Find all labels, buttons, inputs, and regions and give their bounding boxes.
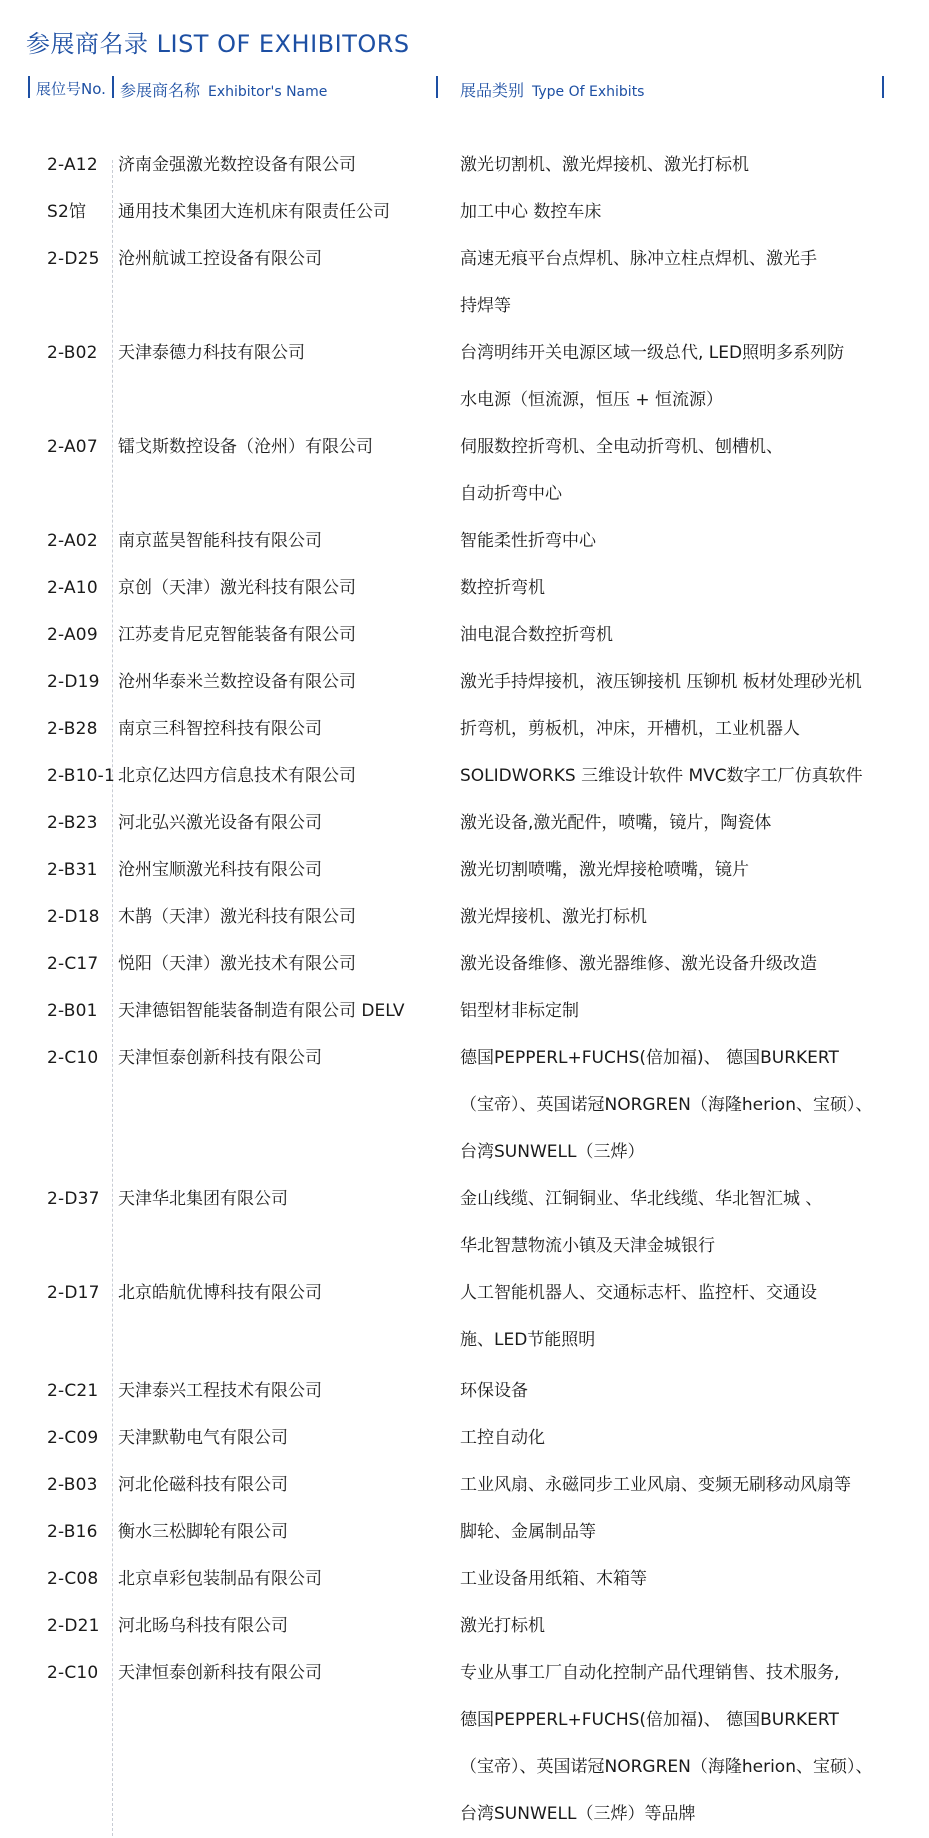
booth-number: 2-C17 <box>47 954 99 974</box>
table-row <box>0 330 929 424</box>
exhibit-type-line: 金山线缆、江铜铜业、华北线缆、华北智汇城 、 <box>460 1189 823 1209</box>
exhibitor-name: 京创（天津）激光科技有限公司 <box>118 578 356 598</box>
table-row <box>0 1462 929 1509</box>
exhibitor-name: 北京亿达四方信息技术有限公司 <box>118 766 356 786</box>
booth-number: 2-B16 <box>47 1522 98 1542</box>
exhibitor-name: 河北弘兴激光设备有限公司 <box>118 813 322 833</box>
table-row <box>0 1176 929 1270</box>
table-row <box>0 612 929 659</box>
booth-number: S2馆 <box>47 202 87 222</box>
exhibit-type-line: 激光切割喷嘴，激光焊接枪喷嘴，镜片 <box>460 860 749 880</box>
booth-number: 2-D25 <box>47 249 100 269</box>
table-row <box>0 1509 929 1556</box>
exhibitor-name: 河北旸乌科技有限公司 <box>118 1616 288 1636</box>
exhibitor-name: 济南金强激光数控设备有限公司 <box>118 155 356 175</box>
table-row <box>0 189 929 236</box>
booth-number: 2-D19 <box>47 672 100 692</box>
exhibit-type-line: 激光焊接机、激光打标机 <box>460 907 647 927</box>
header-type-label-cn: 展品类别 <box>460 81 525 100</box>
exhibitor-name: 天津德铝智能装备制造有限公司 DELV <box>118 1001 405 1021</box>
exhibitor-name: 北京皓航优博科技有限公司 <box>118 1283 322 1303</box>
exhibit-type-line: 自动折弯中心 <box>460 484 562 504</box>
table-row <box>0 1650 929 1838</box>
booth-number: 2-C10 <box>47 1048 99 1068</box>
table-row <box>0 236 929 330</box>
booth-number: 2-B23 <box>47 813 98 833</box>
exhibit-type-line: 台湾明纬开关电源区域一级总代, LED照明多系列防 <box>460 343 845 363</box>
booth-number: 2-B28 <box>47 719 98 739</box>
booth-number: 2-D18 <box>47 907 100 927</box>
header-type-label-en: Type Of Exhibits <box>532 84 645 100</box>
table-row <box>0 988 929 1035</box>
exhibit-type-line: 油电混合数控折弯机 <box>460 625 613 645</box>
exhibit-type-line: 环保设备 <box>460 1381 528 1401</box>
booth-number: 2-B02 <box>47 343 98 363</box>
exhibit-type-line: 工控自动化 <box>460 1428 545 1448</box>
exhibit-type-line: 数控折弯机 <box>460 578 545 598</box>
exhibit-type-line: 激光手持焊接机，液压铆接机 压铆机 板材处理砂光机 <box>460 672 862 692</box>
table-row <box>0 847 929 894</box>
table-row <box>0 518 929 565</box>
exhibitor-name: 南京蓝昊智能科技有限公司 <box>118 531 322 551</box>
table-row <box>0 1368 929 1415</box>
header-name-label-en: Exhibitor's Name <box>208 84 328 100</box>
exhibitor-name: 天津默勒电气有限公司 <box>118 1428 288 1448</box>
booth-number: 2-B31 <box>47 860 98 880</box>
exhibit-type-line: 激光切割机、激光焊接机、激光打标机 <box>460 155 749 175</box>
exhibitor-name: 天津泰兴工程技术有限公司 <box>118 1381 322 1401</box>
booth-number: 2-A10 <box>47 578 98 598</box>
exhibit-type-line: 激光设备,激光配件，喷嘴，镜片，陶瓷体 <box>460 813 772 833</box>
booth-number: 2-D21 <box>47 1616 100 1636</box>
booth-number: 2-D37 <box>47 1189 100 1209</box>
exhibit-type-line: 加工中心 数控车床 <box>460 202 602 222</box>
exhibit-type-line: 人工智能机器人、交通标志杆、监控杆、交通设 <box>460 1283 817 1303</box>
exhibit-type-line: 台湾SUNWELL（三烨）等品牌 <box>460 1804 696 1824</box>
exhibitor-name: 沧州宝顺激光科技有限公司 <box>118 860 322 880</box>
exhibitor-name: 衡水三松脚轮有限公司 <box>118 1522 288 1542</box>
exhibit-type-line: 华北智慧物流小镇及天津金城银行 <box>460 1236 715 1256</box>
booth-number: 2-B10-1 <box>47 766 115 786</box>
exhibit-type-line: （宝帝）、英国诺冠NORGREN（海隆herion、宝硕）、 <box>460 1757 873 1777</box>
exhibitor-name: 天津恒泰创新科技有限公司 <box>118 1663 322 1683</box>
exhibit-type-line: 高速无痕平台点焊机、脉冲立柱点焊机、激光手 <box>460 249 817 269</box>
exhibitor-name: 江苏麦肯尼克智能装备有限公司 <box>118 625 356 645</box>
exhibitor-name: 天津华北集团有限公司 <box>118 1189 288 1209</box>
exhibit-type-line: 水电源（恒流源，恒压 + 恒流源） <box>460 390 724 410</box>
exhibit-type-line: 脚轮、金属制品等 <box>460 1522 596 1542</box>
exhibit-type-line: 激光打标机 <box>460 1616 545 1636</box>
exhibitor-name: 河北伦磁科技有限公司 <box>118 1475 288 1495</box>
booth-number: 2-A09 <box>47 625 98 645</box>
booth-number: 2-A02 <box>47 531 98 551</box>
table-row <box>0 1415 929 1462</box>
exhibit-type-line: 工业设备用纸箱、木箱等 <box>460 1569 647 1589</box>
header-booth-label: 展位号No. <box>36 80 106 98</box>
table-row <box>0 1035 929 1176</box>
booth-number: 2-C10 <box>47 1663 99 1683</box>
exhibitor-name: 通用技术集团大连机床有限责任公司 <box>118 202 390 222</box>
exhibit-type-line: 专业从事工厂自动化控制产品代理销售、技术服务, <box>460 1663 840 1683</box>
exhibit-type-line: 激光设备维修、激光器维修、激光设备升级改造 <box>460 954 817 974</box>
table-row <box>0 894 929 941</box>
booth-number: 2-B03 <box>47 1475 98 1495</box>
exhibit-type-line: 施、LED节能照明 <box>460 1330 596 1350</box>
exhibitor-name: 木鹊（天津）激光科技有限公司 <box>118 907 356 927</box>
exhibitor-name: 北京卓彩包装制品有限公司 <box>118 1569 322 1589</box>
booth-number: 2-B01 <box>47 1001 98 1021</box>
exhibitor-name: 沧州华泰米兰数控设备有限公司 <box>118 672 356 692</box>
exhibit-type-line: 智能柔性折弯中心 <box>460 531 596 551</box>
header-name-label-cn: 参展商名称 <box>120 81 201 100</box>
exhibit-type-line: （宝帝）、英国诺冠NORGREN（海隆herion、宝硕）、 <box>460 1095 873 1115</box>
table-row <box>0 1603 929 1650</box>
table-row <box>0 424 929 518</box>
exhibit-type-line: 德国PEPPERL+FUCHS(倍加福)、 德国BURKERT <box>460 1710 839 1730</box>
page-title: 参展商名录 LIST OF EXHIBITORS <box>26 30 410 58</box>
exhibit-type-line: 折弯机，剪板机，冲床，开槽机，工业机器人 <box>460 719 800 739</box>
table-row <box>0 1270 929 1364</box>
exhibitor-name: 天津恒泰创新科技有限公司 <box>118 1048 322 1068</box>
exhibit-type-line: 台湾SUNWELL（三烨） <box>460 1142 645 1162</box>
exhibit-type-line: 工业风扇、永磁同步工业风扇、变频无刷移动风扇等 <box>460 1475 851 1495</box>
table-row <box>0 659 929 706</box>
booth-number: 2-A07 <box>47 437 98 457</box>
booth-number: 2-D17 <box>47 1283 100 1303</box>
exhibit-type-line: 德国PEPPERL+FUCHS(倍加福)、 德国BURKERT <box>460 1048 839 1068</box>
exhibit-type-line: 伺服数控折弯机、全电动折弯机、刨槽机、 <box>460 437 783 457</box>
exhibitor-name: 悦阳（天津）激光技术有限公司 <box>118 954 356 974</box>
table-row <box>0 941 929 988</box>
table-row <box>0 706 929 753</box>
table-row <box>0 753 929 800</box>
exhibit-type-line: 持焊等 <box>460 296 511 316</box>
booth-number: 2-A12 <box>47 155 98 175</box>
table-row <box>0 565 929 612</box>
exhibit-type-line: 铝型材非标定制 <box>460 1001 579 1021</box>
booth-number: 2-C21 <box>47 1381 99 1401</box>
table-row <box>0 800 929 847</box>
booth-number: 2-C09 <box>47 1428 99 1448</box>
exhibitor-name: 南京三科智控科技有限公司 <box>118 719 322 739</box>
table-row <box>0 142 929 189</box>
table-row <box>0 1556 929 1603</box>
exhibitor-name: 沧州航诚工控设备有限公司 <box>118 249 322 269</box>
booth-number: 2-C08 <box>47 1569 99 1589</box>
exhibit-type-line: SOLIDWORKS 三维设计软件 MVC数字工厂仿真软件 <box>460 766 863 786</box>
exhibitor-name: 镭戈斯数控设备（沧州）有限公司 <box>118 437 373 457</box>
exhibitor-name: 天津泰德力科技有限公司 <box>118 343 305 363</box>
